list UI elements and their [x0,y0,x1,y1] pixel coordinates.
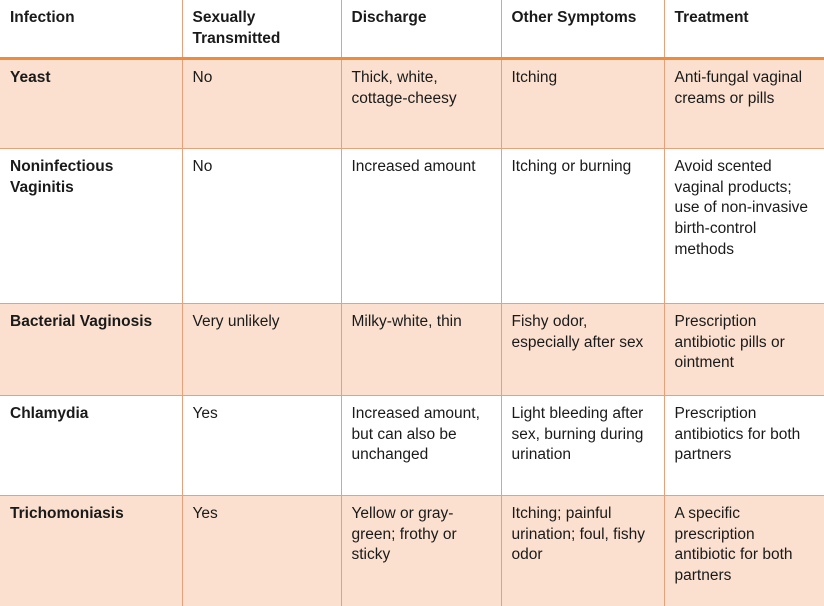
cell-other-symptoms: Itching or burning [501,149,664,304]
cell-other-symptoms: Itching; painful urination; foul, fishy odor [501,496,664,606]
table-row [0,304,824,396]
cell-treatment: Prescription antibiotics for both partners [664,396,824,496]
cell-discharge: Milky-white, thin [341,304,501,396]
column-header-discharge: Discharge [341,0,501,59]
cell-treatment: A specific prescription antibiotic for both partners [664,496,824,606]
column-header-treatment: Treatment [664,0,824,59]
cell-infection: Yeast [0,59,182,149]
cell-treatment: Anti-fungal vaginal creams or pills [664,59,824,149]
cell-discharge: Increased amount, but can also be unchanged [341,396,501,496]
cell-other-symptoms: Itching [501,59,664,149]
cell-discharge: Thick, white, cottage-cheesy [341,59,501,149]
cell-sexually-transmitted: Very unlikely [182,304,341,396]
cell-treatment: Prescription antibiotic pills or ointment [664,304,824,396]
table-header-row [0,0,824,59]
cell-infection: Bacterial Vaginosis [0,304,182,396]
cell-sexually-transmitted: No [182,59,341,149]
cell-sexually-transmitted: Yes [182,396,341,496]
cell-discharge: Increased amount [341,149,501,304]
column-header-sexually-transmitted: Sexually Transmitted [182,0,341,59]
cell-infection: Trichomoniasis [0,496,182,606]
column-header-infection: Infection [0,0,182,59]
table-header [0,0,824,59]
table-row [0,59,824,149]
cell-infection: Noninfectious Vaginitis [0,149,182,304]
cell-sexually-transmitted: Yes [182,496,341,606]
cell-other-symptoms: Light bleeding after sex, burning during urination [501,396,664,496]
cell-sexually-transmitted: No [182,149,341,304]
cell-other-symptoms: Fishy odor, especially after sex [501,304,664,396]
table-row [0,396,824,496]
table-row [0,496,824,606]
cell-infection: Chlamydia [0,396,182,496]
table-row [0,149,824,304]
cell-discharge: Yellow or gray-green; frothy or sticky [341,496,501,606]
table-body [0,59,824,606]
column-header-other-symptoms: Other Symptoms [501,0,664,59]
cell-treatment: Avoid scented vaginal products; use of non-invasive birth-control methods [664,149,824,304]
